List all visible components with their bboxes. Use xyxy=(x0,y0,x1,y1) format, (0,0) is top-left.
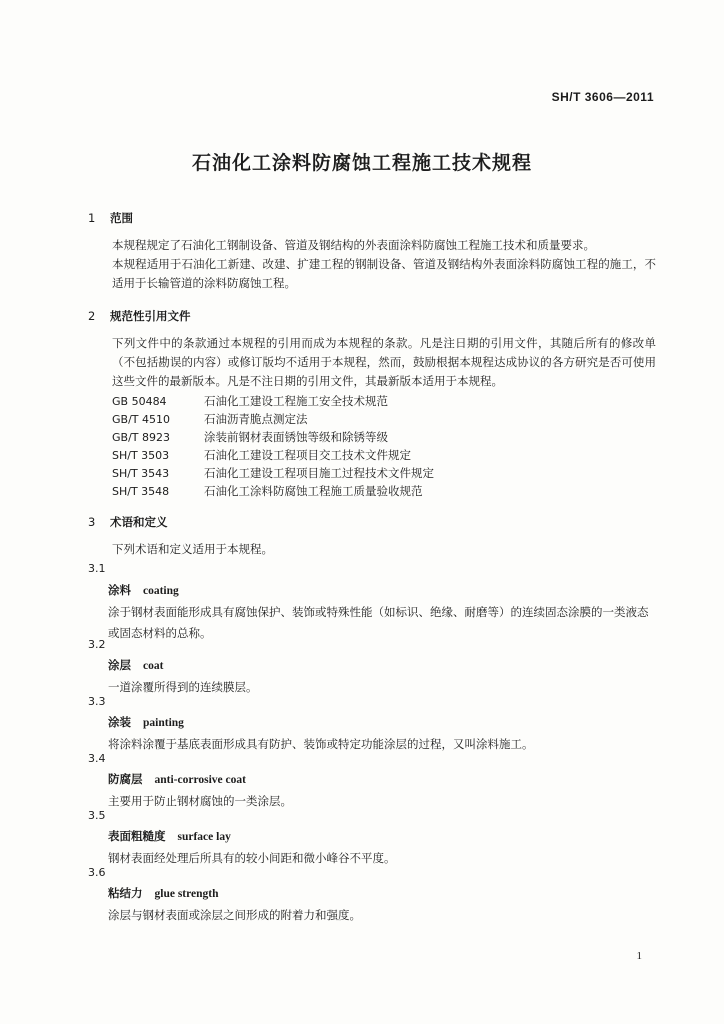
reference-title: 石油化工建设工程项目施工过程技术文件规定 xyxy=(204,466,434,480)
section-title: 规范性引用文件 xyxy=(110,309,191,323)
reference-item xyxy=(112,446,434,464)
term-en: glue strength xyxy=(154,888,219,900)
section-number: 2 xyxy=(88,309,96,323)
term-heading xyxy=(108,828,231,844)
reference-code: SH/T 3543 xyxy=(112,467,170,480)
term-definition xyxy=(88,677,656,698)
paragraph: 下列术语和定义适用于本规程。 xyxy=(112,542,273,556)
paragraph: 下列文件中的条款通过本规程的引用而成为本规程的条款。凡是注日期的引用文件，其随后所有的修改单（不包括勘误的内容）或修订版均不适用于本规程，然而，鼓励根据本规程达成协议的各方研究是否可使用这些文件的最新版本。凡是不注日期的引用文件，其最新版本适用于本规程。 xyxy=(112,336,656,388)
section-heading-terms xyxy=(88,514,168,530)
term-heading xyxy=(108,657,163,673)
definition-text: 钢材表面经处理后所具有的较小间距和微小峰谷不平度。 xyxy=(108,851,396,865)
term-heading xyxy=(108,885,219,901)
term-definition xyxy=(88,602,656,644)
definition-text: 将涂料涂覆于基底表面形成具有防护、装饰或特定功能涂层的过程，又叫涂料施工。 xyxy=(108,737,534,751)
definition-text: 涂层与钢材表面或涂层之间形成的附着力和强度。 xyxy=(108,908,361,922)
term-en: painting xyxy=(143,717,184,729)
terms-intro xyxy=(88,540,656,559)
term-zh: 粘结力 xyxy=(108,886,143,900)
clause-number: 3.1 xyxy=(88,562,106,575)
reference-item xyxy=(112,410,434,428)
document-title: 石油化工涂料防腐蚀工程施工技术规程 xyxy=(191,152,532,174)
term-definition xyxy=(88,905,656,926)
page-number: 1 xyxy=(636,950,642,962)
clause-number: 3.6 xyxy=(88,866,106,879)
term-definition xyxy=(88,848,656,869)
clause-number: 3.2 xyxy=(88,638,106,651)
term-heading xyxy=(108,771,246,787)
paragraph: 本规程适用于石油化工新建、改建、扩建工程的钢制设备、管道及钢结构外表面涂料防腐蚀工程的施工，不适用于长输管道的涂料防腐蚀工程。 xyxy=(112,257,656,290)
reference-item xyxy=(112,428,434,446)
term-heading xyxy=(108,714,184,730)
term-zh: 涂料 xyxy=(108,583,131,597)
reference-title: 石油化工涂料防腐蚀工程施工质量验收规范 xyxy=(204,484,423,498)
reference-code: SH/T 3548 xyxy=(112,485,170,498)
clause-number: 3.4 xyxy=(88,752,106,765)
paragraph: 本规程规定了石油化工钢制设备、管道及钢结构的外表面涂料防腐蚀工程施工技术和质量要求。 xyxy=(112,238,595,252)
term-heading xyxy=(108,582,179,598)
section-title: 术语和定义 xyxy=(110,515,168,529)
reference-code: SH/T 3503 xyxy=(112,449,170,462)
term-zh: 表面粗糙度 xyxy=(108,829,166,843)
term-definition xyxy=(88,734,656,755)
reference-code: GB 50484 xyxy=(112,395,167,408)
clause-number: 3.3 xyxy=(88,695,106,708)
scope-text xyxy=(88,236,656,293)
term-zh: 涂装 xyxy=(108,715,131,729)
term-en: coating xyxy=(143,585,179,597)
reference-title: 涂装前钢材表面锈蚀等级和除锈等级 xyxy=(204,430,388,444)
reference-code: GB/T 4510 xyxy=(112,413,170,426)
section-number: 3 xyxy=(88,515,96,529)
term-definition xyxy=(88,791,656,812)
term-en: surface lay xyxy=(177,831,231,843)
reference-code: GB/T 8923 xyxy=(112,431,170,444)
reference-title: 石油沥青脆点测定法 xyxy=(204,412,308,426)
reference-item xyxy=(112,392,434,410)
term-en: anti-corrosive coat xyxy=(154,774,246,786)
reference-title: 石油化工建设工程施工安全技术规范 xyxy=(204,394,388,408)
reference-title: 石油化工建设工程项目交工技术文件规定 xyxy=(204,448,411,462)
definition-text: 涂于钢材表面能形成具有腐蚀保护、装饰或特殊性能（如标识、绝缘、耐磨等）的连续固态涂膜的一类液态或固态材料的总称。 xyxy=(108,605,649,640)
section-number: 1 xyxy=(88,211,96,225)
term-zh: 防腐层 xyxy=(108,772,143,786)
clause-number: 3.5 xyxy=(88,809,106,822)
standard-code: SH/T 3606—2011 xyxy=(551,90,654,104)
term-zh: 涂层 xyxy=(108,658,131,672)
section-heading-scope xyxy=(88,210,133,226)
term-en: coat xyxy=(143,660,164,672)
reference-item xyxy=(112,482,434,500)
section-heading-references xyxy=(88,308,191,324)
references-intro xyxy=(88,334,656,391)
reference-item xyxy=(112,464,434,482)
definition-text: 主要用于防止钢材腐蚀的一类涂层。 xyxy=(108,794,292,808)
reference-list xyxy=(112,392,434,500)
section-title: 范围 xyxy=(110,211,133,225)
definition-text: 一道涂覆所得到的连续膜层。 xyxy=(108,680,258,694)
